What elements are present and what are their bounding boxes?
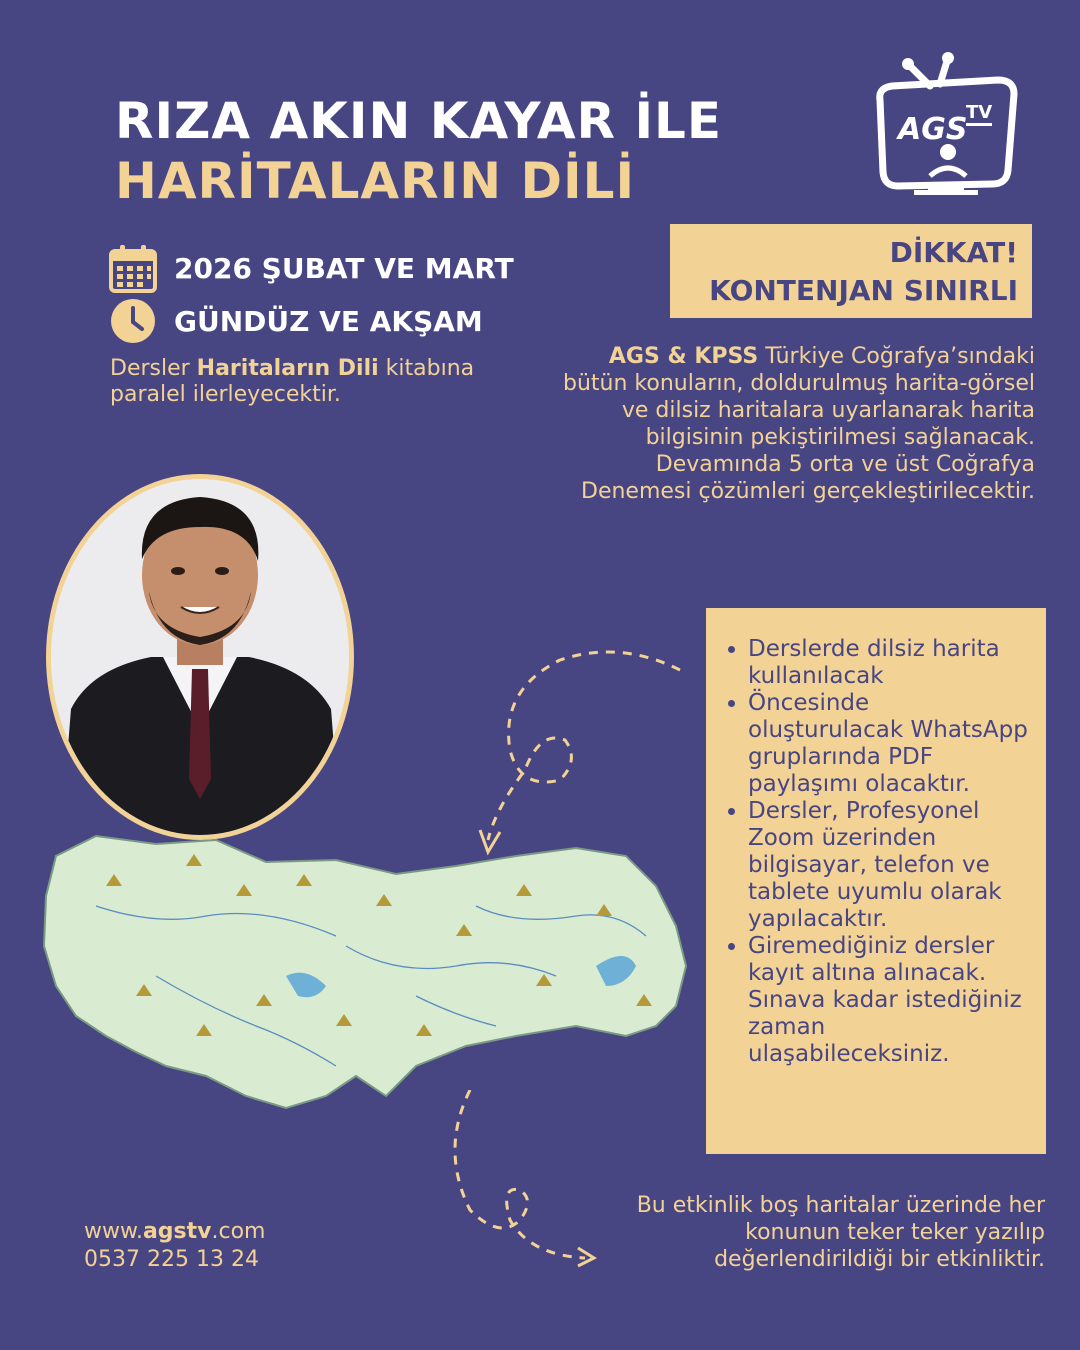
- blank-map-image: [36, 826, 700, 1112]
- schedule-date: [108, 243, 514, 293]
- instructor-photo: [46, 474, 354, 840]
- closing-text: Bu etkinlik boş haritalar üzerinde her konunun teker teker yazılıp değerlendirildiği bir etkinliktir.: [636, 1193, 1045, 1272]
- web-prefix: www.: [84, 1219, 143, 1244]
- feature-item: • Giremediğiniz dersler kayıt altına alınacak. Sınava kadar istediğiniz zaman ulaşabileceksiniz.: [748, 933, 1030, 1068]
- feature-item: • Öncesinde oluşturulacak WhatsApp gruplarında PDF paylaşımı olacaktır.: [748, 690, 1030, 798]
- description-suffix: kitabına paralel ilerleyecektir.: [110, 356, 475, 407]
- description-book: Haritaların Dili: [196, 356, 379, 381]
- logo-brand: AGS: [898, 112, 968, 147]
- info-bold: AGS & KPSS: [608, 344, 759, 369]
- schedule-date-text: 2026 ŞUBAT VE MART: [174, 251, 514, 285]
- feature-item: • Dersler, Profesyonel Zoom üzerinden bilgisayar, telefon ve tablete uyumlu olarak yapılacaktır.: [748, 798, 1030, 933]
- course-info: [540, 343, 1035, 505]
- website-link[interactable]: [84, 1218, 265, 1246]
- calendar-icon: [108, 243, 158, 293]
- description-prefix: Dersler: [110, 356, 197, 381]
- dashed-arrow-bottom: [440, 1090, 610, 1270]
- web-bold: agstv: [142, 1219, 212, 1244]
- title-line-1: RIZA AKIN KAYAR İLE: [115, 92, 723, 150]
- notice-line-2: KONTENJAN SINIRLI: [709, 274, 1018, 307]
- instructor-portrait: [51, 479, 349, 835]
- title-line-2: HARİTALARIN DİLİ: [115, 152, 636, 210]
- schedule-time-text: GÜNDÜZ VE AKŞAM: [174, 304, 483, 338]
- turkey-map: [36, 826, 700, 1112]
- info-text-2: Devamında 5 orta ve üst Coğrafya Denemesi çözümleri gerçekleştirilecektir.: [581, 452, 1035, 504]
- dashed-arrow-top: [470, 640, 700, 860]
- agstv-logo: [868, 50, 1028, 200]
- features-box: [706, 608, 1046, 1154]
- schedule-time: [108, 296, 483, 346]
- quota-notice: [670, 224, 1032, 318]
- phone-number[interactable]: 0537 225 13 24: [84, 1247, 259, 1272]
- features-list: [720, 636, 1030, 1068]
- notice-line-1: DİKKAT!: [889, 236, 1018, 269]
- book-description: [110, 356, 530, 408]
- logo-suffix: TV: [966, 102, 992, 126]
- web-suffix: .com: [211, 1219, 266, 1244]
- clock-icon: [108, 296, 158, 346]
- feature-item: • Derslerde dilsiz harita kullanılacak: [748, 636, 1030, 690]
- info-text-1: Türkiye Coğrafya’sındaki bütün konuların, doldurulmuş harita-görsel ve dilsiz haritalara uyarlanarak harita bilgisinin pekiştirilmesi sağlanacak.: [563, 344, 1035, 450]
- contact-block: [84, 1218, 265, 1274]
